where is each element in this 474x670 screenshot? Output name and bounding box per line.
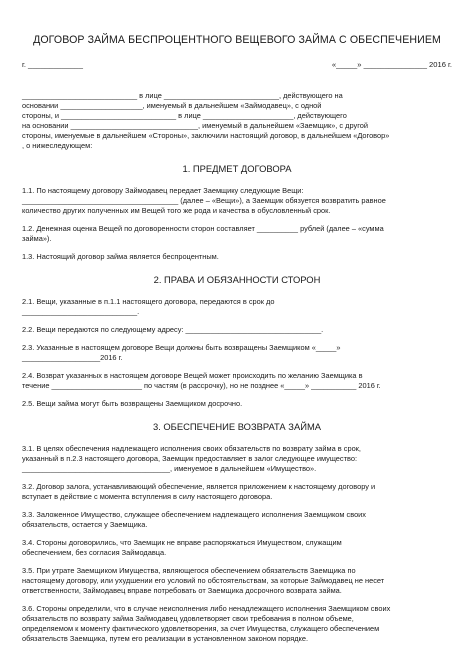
intro-line: на основании _______________________________, именуемый в дальнейшем «Заемщик», с другой xyxy=(22,121,368,130)
clause-line: ___________________2016 г. xyxy=(22,353,123,362)
clause-line: количество других полученных им Вещей того же рода и качества в обусловленный срок. xyxy=(22,206,331,215)
section-1-title: 1. ПРЕДМЕТ ДОГОВОРА xyxy=(182,163,292,174)
clause-line: займа»). xyxy=(22,234,52,243)
clause-line: 2.3. Указанные в настоящем договоре Вещи должны быть возвращены Заемщиком «_____» xyxy=(22,343,341,352)
clause-line: вступает в действие с момента вступления в силу настоящего договора. xyxy=(22,492,273,501)
intro-line: ____________________________ в лице ____________________________, действующего на xyxy=(22,91,343,100)
intro-line: основании ____________________, именуемый в дальнейшем «Займодавец», с одной xyxy=(22,101,322,110)
clause-line: обеспечением, без согласия Займодавца. xyxy=(22,548,167,557)
clause-line: 2.5. Вещи займа могут быть возвращены Заемщиком досрочно. xyxy=(22,399,243,408)
clause-line: 2.1. Вещи, указанные в п.1.1 настоящего договора, передаются в срок до xyxy=(22,297,275,306)
clause-line: обязательств по возврату займа Займодавец удовлетворяет свои требования в полном объеме, xyxy=(22,614,354,623)
section-2-title: 2. ПРАВА И ОБЯЗАННОСТИ СТОРОН xyxy=(153,274,321,285)
clause-line: 3.3. Заложенное Имущество, служащее обеспечением надлежащего исполнения Заемщиком своих xyxy=(22,510,367,519)
section-3-clause xyxy=(22,482,452,502)
clause-line: 1.1. По настоящему договору Займодавец передает Заемщику следующие Вещи: xyxy=(22,186,304,195)
place-line: г. _____________ xyxy=(22,60,83,69)
section-2-clause xyxy=(22,399,452,409)
section-1-clause xyxy=(22,186,452,216)
clause-line: 3.2. Договор залога, устанавливающий обеспечение, является приложением к настоящему договору и xyxy=(22,482,376,491)
clause-line: 2.4. Возврат указанных в настоящем договоре Вещей может происходить по желанию Заемщика в xyxy=(22,371,363,380)
clause-line: 2.2. Вещи передаются по следующему адресу: _________________________________. xyxy=(22,325,324,334)
section-2-clause xyxy=(22,325,452,335)
date-line: «_____» _______________ 2016 г. xyxy=(331,60,452,69)
place-date-row xyxy=(22,60,452,69)
clause-line: течение ______________________ по частям (в рассрочку), но не позднее «_____» ___________ 2016 г. xyxy=(22,381,381,390)
section-3-body xyxy=(22,444,452,644)
clause-line: ______________________________________ (далее – «Вещи»), а Заемщик обязуется возвратить равное xyxy=(22,196,386,205)
section-1-body xyxy=(22,186,452,262)
section-3-title: 3. ОБЕСПЕЧЕНИЕ ВОЗВРАТА ЗАЙМА xyxy=(152,421,322,432)
section-1-clause xyxy=(22,224,452,244)
clause-line: 3.4. Стороны договорились, что Заемщик не вправе распоряжаться Имуществом, служащим xyxy=(22,538,342,547)
clause-line: определяемом к моменту фактического удовлетворения, за счет Имущества, служащего обеспечением xyxy=(22,624,380,633)
clause-line: 3.5. При утрате Заемщиком Имущества, являющегося обеспечением обязательств Заемщика по xyxy=(22,566,356,575)
section-2-body xyxy=(22,297,452,409)
section-2-clause xyxy=(22,371,452,391)
clause-line: 1.3. Настоящий договор займа является беспроцентным. xyxy=(22,252,219,261)
intro-paragraph xyxy=(22,91,452,151)
document-title: ДОГОВОР ЗАЙМА БЕСПРОЦЕНТНОГО ВЕЩЕВОГО ЗАЙМА С ОБЕСПЕЧЕНИЕМ xyxy=(33,34,441,46)
section-1-clause xyxy=(22,252,452,262)
intro-line: , о нижеследующем: xyxy=(22,141,93,150)
clause-line: ____________________________. xyxy=(22,307,140,316)
section-3-clause xyxy=(22,538,452,558)
section-3-clause xyxy=(22,566,452,596)
section-2-clause xyxy=(22,297,452,317)
clause-line: указанный в п.2.3 настоящего договора, Заемщик предоставляет в залог следующее имущество: xyxy=(22,454,358,463)
intro-line: стороны, и ____________________________ в лице ______________________, действующего xyxy=(22,111,347,120)
clause-line: обязательств, остается у Заемщика. xyxy=(22,520,148,529)
clause-line: 3.6. Стороны определили, что в случае неисполнения либо ненадлежащего исполнения Заемщиком своих xyxy=(22,604,391,613)
section-3-clause xyxy=(22,604,452,644)
clause-line: настоящему договору, или ухудшении его условий по обстоятельствам, за которые Займодавец не несет xyxy=(22,576,385,585)
clause-line: ____________________________________, именуемое в дальнейшем «Имущество». xyxy=(22,464,317,473)
clause-line: обязательств Заемщика, путем его реализации в установленном законом порядке. xyxy=(22,634,309,643)
intro-line: стороны, именуемые в дальнейшем «Стороны», заключили настоящий договор, в дальнейшем «Договор» xyxy=(22,131,390,140)
section-3-clause xyxy=(22,510,452,530)
clause-line: ответственности, Займодавец вправе потребовать от Заемщика досрочного возврата займа. xyxy=(22,586,342,595)
section-3-clause xyxy=(22,444,452,474)
clause-line: 3.1. В целях обеспечения надлежащего исполнения своих обязательств по возврату займа в срок, xyxy=(22,444,361,453)
clause-line: 1.2. Денежная оценка Вещей по договоренности сторон составляет __________ рублей (далее – «сумма xyxy=(22,224,384,233)
section-2-clause xyxy=(22,343,452,363)
